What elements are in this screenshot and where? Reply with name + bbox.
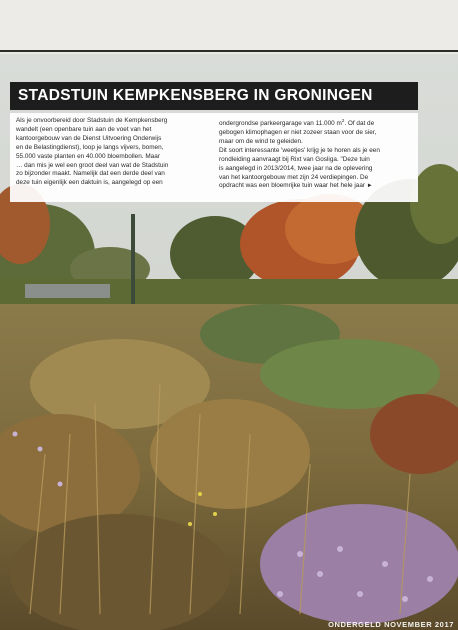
continue-arrow-icon: ►: [366, 183, 373, 190]
text-line: [219, 117, 412, 129]
article-intro: [10, 113, 418, 202]
text-line: zo bijzonder maakt. Namelijk dat een derde deel van: [16, 170, 165, 178]
header-rule: [0, 50, 458, 52]
text-line: rondleiding aanvraagt bij Rixt van Gosliga. "Deze tuin: [219, 155, 370, 163]
text-line: Als je onvoorbereid door Stadstuin de Kempkensberg: [16, 117, 168, 124]
text-line: wandelt (een openbare tuin aan de voet van het: [16, 125, 152, 133]
page-footer: ONDERGELD NOVEMBER 2017: [328, 620, 454, 629]
text-line: gebogen klimophagen er niet zozeer staan voor de sier,: [219, 129, 377, 137]
article-column-left: [16, 117, 209, 198]
article-column-right: [219, 117, 412, 198]
text-line: en de Belastingdienst), loop je langs vijvers, bomen,: [16, 143, 164, 151]
text-line: Dit soort interessante 'weetjes' krijg je te horen als je een: [219, 146, 380, 154]
text-line: … dan mis je wel een groot deel van wat de Stadstuin: [16, 161, 169, 169]
article-title: STADSTUIN KEMPKENSBERG IN GRONINGEN: [10, 82, 418, 110]
text-line: van het kantoorgebouw met zijn 24 verdiepingen. De: [219, 173, 369, 181]
text-fragment: . Of dat de: [344, 120, 375, 128]
text-line: 55.000 vaste planten en 40.000 bloembollen. Maar: [16, 152, 160, 160]
text-line: [219, 182, 412, 191]
text-line: is aangelegd in 2013/2014, twee jaar na de oplevering: [219, 164, 373, 172]
text-line: deze tuin eigenlijk een daktuin is, aangelegd op een: [16, 179, 163, 187]
text-fragment: opdracht was een bloemrijke tuin waar het hele jaar: [219, 182, 366, 190]
text-line: kantoorgebouw van de Dienst Uitvoering Onderwijs: [16, 134, 162, 142]
page-top-margin: [0, 0, 458, 52]
text-line: maar om de wind te geleiden.: [219, 137, 303, 145]
text-fragment: ondergrondse parkeergarage van 11.000 m: [219, 120, 342, 128]
superscript: 2: [341, 118, 345, 123]
